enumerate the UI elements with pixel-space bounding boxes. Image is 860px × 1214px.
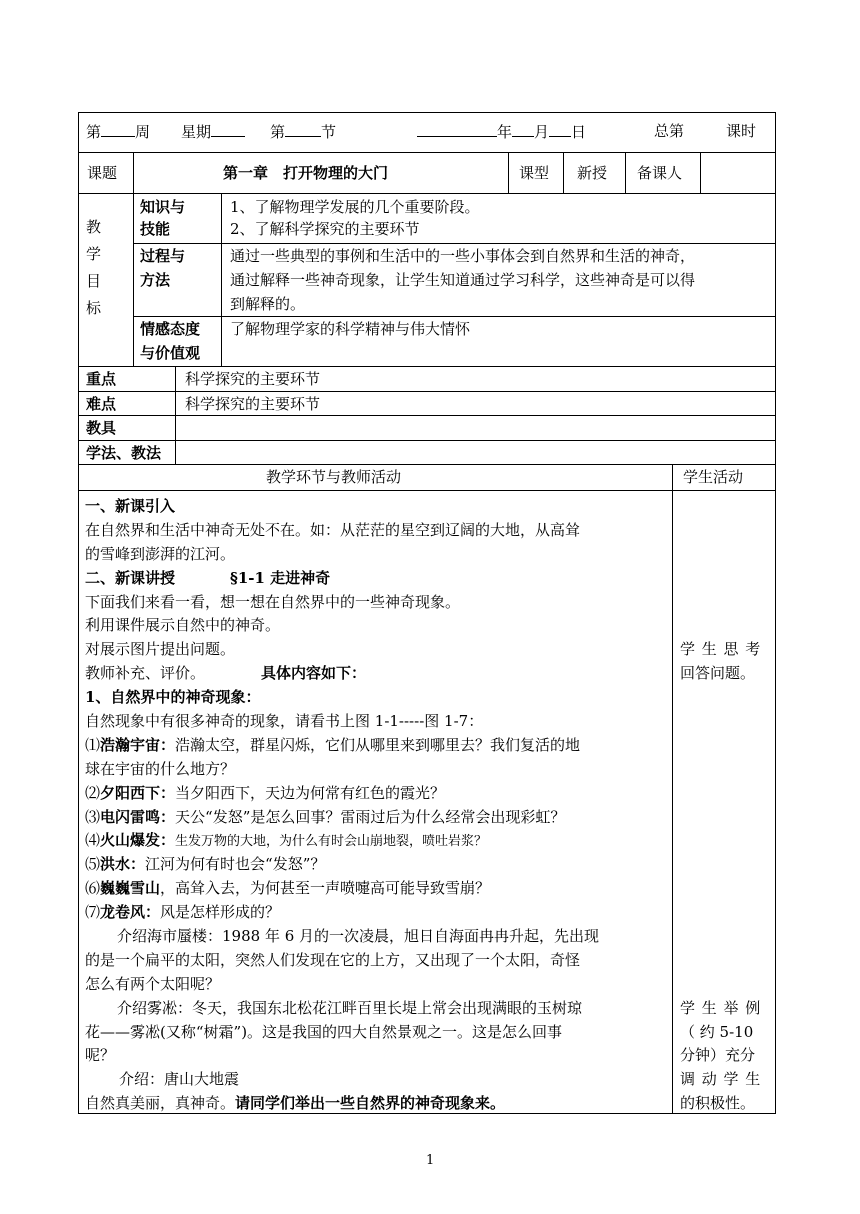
paragraph-line <box>85 1092 505 1114</box>
item-number: ⑶ <box>85 808 101 826</box>
preparer-label: 备课人 <box>637 164 683 182</box>
item-title: 巍巍雪山 <box>100 879 161 897</box>
student-column-header: 学生活动 <box>683 468 744 486</box>
goals-label: 教学目标 <box>86 218 102 317</box>
student-activity-line: 学 生 思 考 <box>680 640 762 658</box>
type-value: 新授 <box>577 164 608 182</box>
paragraph-line: 呢？ <box>85 1046 116 1064</box>
item-text: 浩瀚太空，群星闪烁，它们从哪里来到哪里去？我们复活的地 <box>175 736 581 754</box>
goal-process-line: 到解释的。 <box>230 295 306 313</box>
goal-knowledge-label-2: 技能 <box>140 220 171 238</box>
section-field <box>270 120 336 143</box>
item-title: 夕阳西下： <box>100 784 176 802</box>
section-heading: 1、自然界中的神奇现象： <box>85 688 261 706</box>
method-label: 学法、教法 <box>86 444 162 462</box>
section-suffix: 节 <box>321 123 337 141</box>
item-text: 江河为何有时也会“发怒”？ <box>145 855 326 873</box>
paragraph-line: 怎么有两个太阳呢？ <box>85 975 221 993</box>
item-number: ⑴ <box>85 736 101 754</box>
list-item <box>85 806 565 828</box>
goal-knowledge-label-1: 知识与 <box>140 198 186 216</box>
goal-process-line: 通过一些典型的事例和生活中的一些小事体会到自然界和生活的神奇， <box>230 247 696 265</box>
closing-prompt: 请同学们举出一些自然界的神奇现象来。 <box>235 1094 506 1112</box>
item-number: ⑷ <box>85 831 101 849</box>
student-activity-line: 回答问题。 <box>680 664 756 682</box>
item-text: 天公“发怒”是怎么回事？雷雨过后为什么经常会出现彩虹？ <box>175 808 566 826</box>
month-blank <box>512 120 534 137</box>
paragraph-line: 球在宇宙的什么地方？ <box>85 760 236 778</box>
weekday-label: 星期 <box>181 123 212 141</box>
key-point-label: 重点 <box>86 370 117 388</box>
week-prefix: 第 <box>86 123 102 141</box>
teacher-column-header: 教学环节与教师活动 <box>266 468 402 486</box>
student-activity-line: 调 动 学 生 <box>680 1070 762 1088</box>
subsection-heading: §1-1 走进神奇 <box>230 569 331 587</box>
total-prefix: 总第 <box>654 122 685 140</box>
day-blank <box>549 120 571 137</box>
row-divider <box>78 391 776 392</box>
weekday-blank <box>211 120 245 137</box>
goal-process-label-1: 过程与 <box>140 247 186 265</box>
col-divider <box>625 152 626 193</box>
year-label: 年 <box>497 123 513 141</box>
student-activity-line: 的积极性。 <box>680 1094 756 1112</box>
paragraph-line: 自然现象中有很多神奇的现象，请看书上图 1-1-----图 1-7： <box>85 712 484 730</box>
list-item <box>85 853 325 875</box>
row-divider <box>78 193 776 194</box>
topic-value: 第一章 打开物理的大门 <box>223 164 389 182</box>
section-heading: 一、新课引入 <box>85 497 176 515</box>
paragraph-line: 下面我们来看一看，想一想在自然界中的一些神奇现象。 <box>85 593 461 611</box>
row-divider <box>78 366 776 367</box>
list-item <box>85 901 280 923</box>
paragraph-line: 教师补充、评价。 <box>85 664 206 682</box>
paragraph-line: 利用课件展示自然中的神奇。 <box>85 616 281 634</box>
paragraph-line: 花——雾凇(又称“树霜”)。这是我国的四大自然景观之一。这是怎么回事 <box>85 1023 563 1041</box>
list-item <box>85 829 487 853</box>
goal-attitude-label-1: 情感态度 <box>140 320 201 338</box>
paragraph-line: 的是一个扁平的太阳，突然人们发现在它的上方，又出现了一个太阳，奇怪 <box>85 951 581 969</box>
goal-knowledge-line: 2、了解科学探究的主要环节 <box>230 220 420 238</box>
month-label: 月 <box>534 123 550 141</box>
section-blank <box>285 120 321 137</box>
row-divider <box>133 243 776 244</box>
goal-attitude-line: 了解物理学家的科学精神与伟大情怀 <box>230 320 471 338</box>
item-title: 浩瀚宇宙： <box>100 736 176 754</box>
list-item <box>85 877 490 899</box>
student-activity-line: 分钟）充分 <box>680 1046 756 1064</box>
paragraph-line: 介绍：唐山大地震 <box>119 1070 240 1088</box>
section-prefix: 第 <box>270 123 286 141</box>
type-label: 课型 <box>519 164 550 182</box>
paragraph-line: 介绍雾凇：冬天，我国东北松花江畔百里长堤上常会出现满眼的玉树琼 <box>117 999 583 1017</box>
goal-process-label-2: 方法 <box>140 271 171 289</box>
list-item <box>85 782 445 804</box>
goal-process-line: 通过解释一些神奇现象，让学生知道通过学习科学，这些神奇是可以得 <box>230 271 696 289</box>
teaching-aids-label: 教具 <box>86 419 117 437</box>
paragraph-bold: 具体内容如下： <box>261 664 367 682</box>
paragraph-line: 介绍海市蜃楼：1988 年 6 月的一次凌晨，旭日自海面冉冉升起，先出现 <box>117 927 600 945</box>
paragraph-line: 的雪峰到澎湃的江河。 <box>85 545 236 563</box>
student-activity-line: 学 生 举 例 <box>680 999 762 1017</box>
difficulty-label: 难点 <box>86 395 117 413</box>
col-divider <box>700 152 701 193</box>
item-text: ，高耸入去，为何甚至一声喷嚏高可能导致雪崩？ <box>160 879 491 897</box>
page-number: 1 <box>426 1153 435 1168</box>
item-text: 生发万物的大地，为什么有时会山崩地裂，喷吐岩浆？ <box>175 834 488 849</box>
goal-attitude-label-2: 与价值观 <box>140 344 201 362</box>
item-title: 电闪雷鸣： <box>100 808 176 826</box>
closing-text: 自然真美丽，真神奇。 <box>85 1094 236 1112</box>
difficulty-value: 科学探究的主要环节 <box>185 395 321 413</box>
date-field <box>417 120 586 143</box>
col-divider <box>133 152 134 366</box>
day-label: 日 <box>571 123 587 141</box>
col-divider <box>508 152 509 193</box>
list-item <box>85 734 580 756</box>
item-title: 火山爆发： <box>100 831 176 849</box>
week-blank <box>101 120 135 137</box>
row-divider <box>78 152 776 153</box>
week-suffix: 周 <box>135 123 151 141</box>
student-activity-line: （ 约 5-10 <box>680 1023 754 1041</box>
weekday-field <box>181 120 245 143</box>
row-divider <box>78 415 776 416</box>
item-number: ⑹ <box>85 879 101 897</box>
total-suffix: 课时 <box>726 122 757 140</box>
col-divider <box>672 464 673 1114</box>
paragraph-line: 对展示图片提出问题。 <box>85 640 236 658</box>
year-blank <box>417 120 497 137</box>
item-text: 风是怎样形成的？ <box>160 903 281 921</box>
section-heading: 二、新课讲授 <box>85 569 176 587</box>
row-divider <box>133 316 776 317</box>
item-number: ⑺ <box>85 903 101 921</box>
row-divider <box>78 440 776 441</box>
paragraph-line: 在自然界和生活中神奇无处不在。如：从茫茫的星空到辽阔的大地，从高耸 <box>85 521 581 539</box>
item-title: 龙卷风： <box>100 903 161 921</box>
col-divider <box>175 366 176 464</box>
goal-knowledge-line: 1、了解物理学发展的几个重要阶段。 <box>230 198 480 216</box>
item-text: 当夕阳西下，天边为何常有红色的霞光？ <box>175 784 446 802</box>
item-number: ⑵ <box>85 784 101 802</box>
key-point-value: 科学探究的主要环节 <box>185 370 321 388</box>
col-divider <box>221 193 222 366</box>
topic-label: 课题 <box>87 164 118 182</box>
item-title: 洪水： <box>100 855 146 873</box>
item-number: ⑸ <box>85 855 101 873</box>
header-row <box>86 120 150 143</box>
col-divider <box>563 152 564 193</box>
